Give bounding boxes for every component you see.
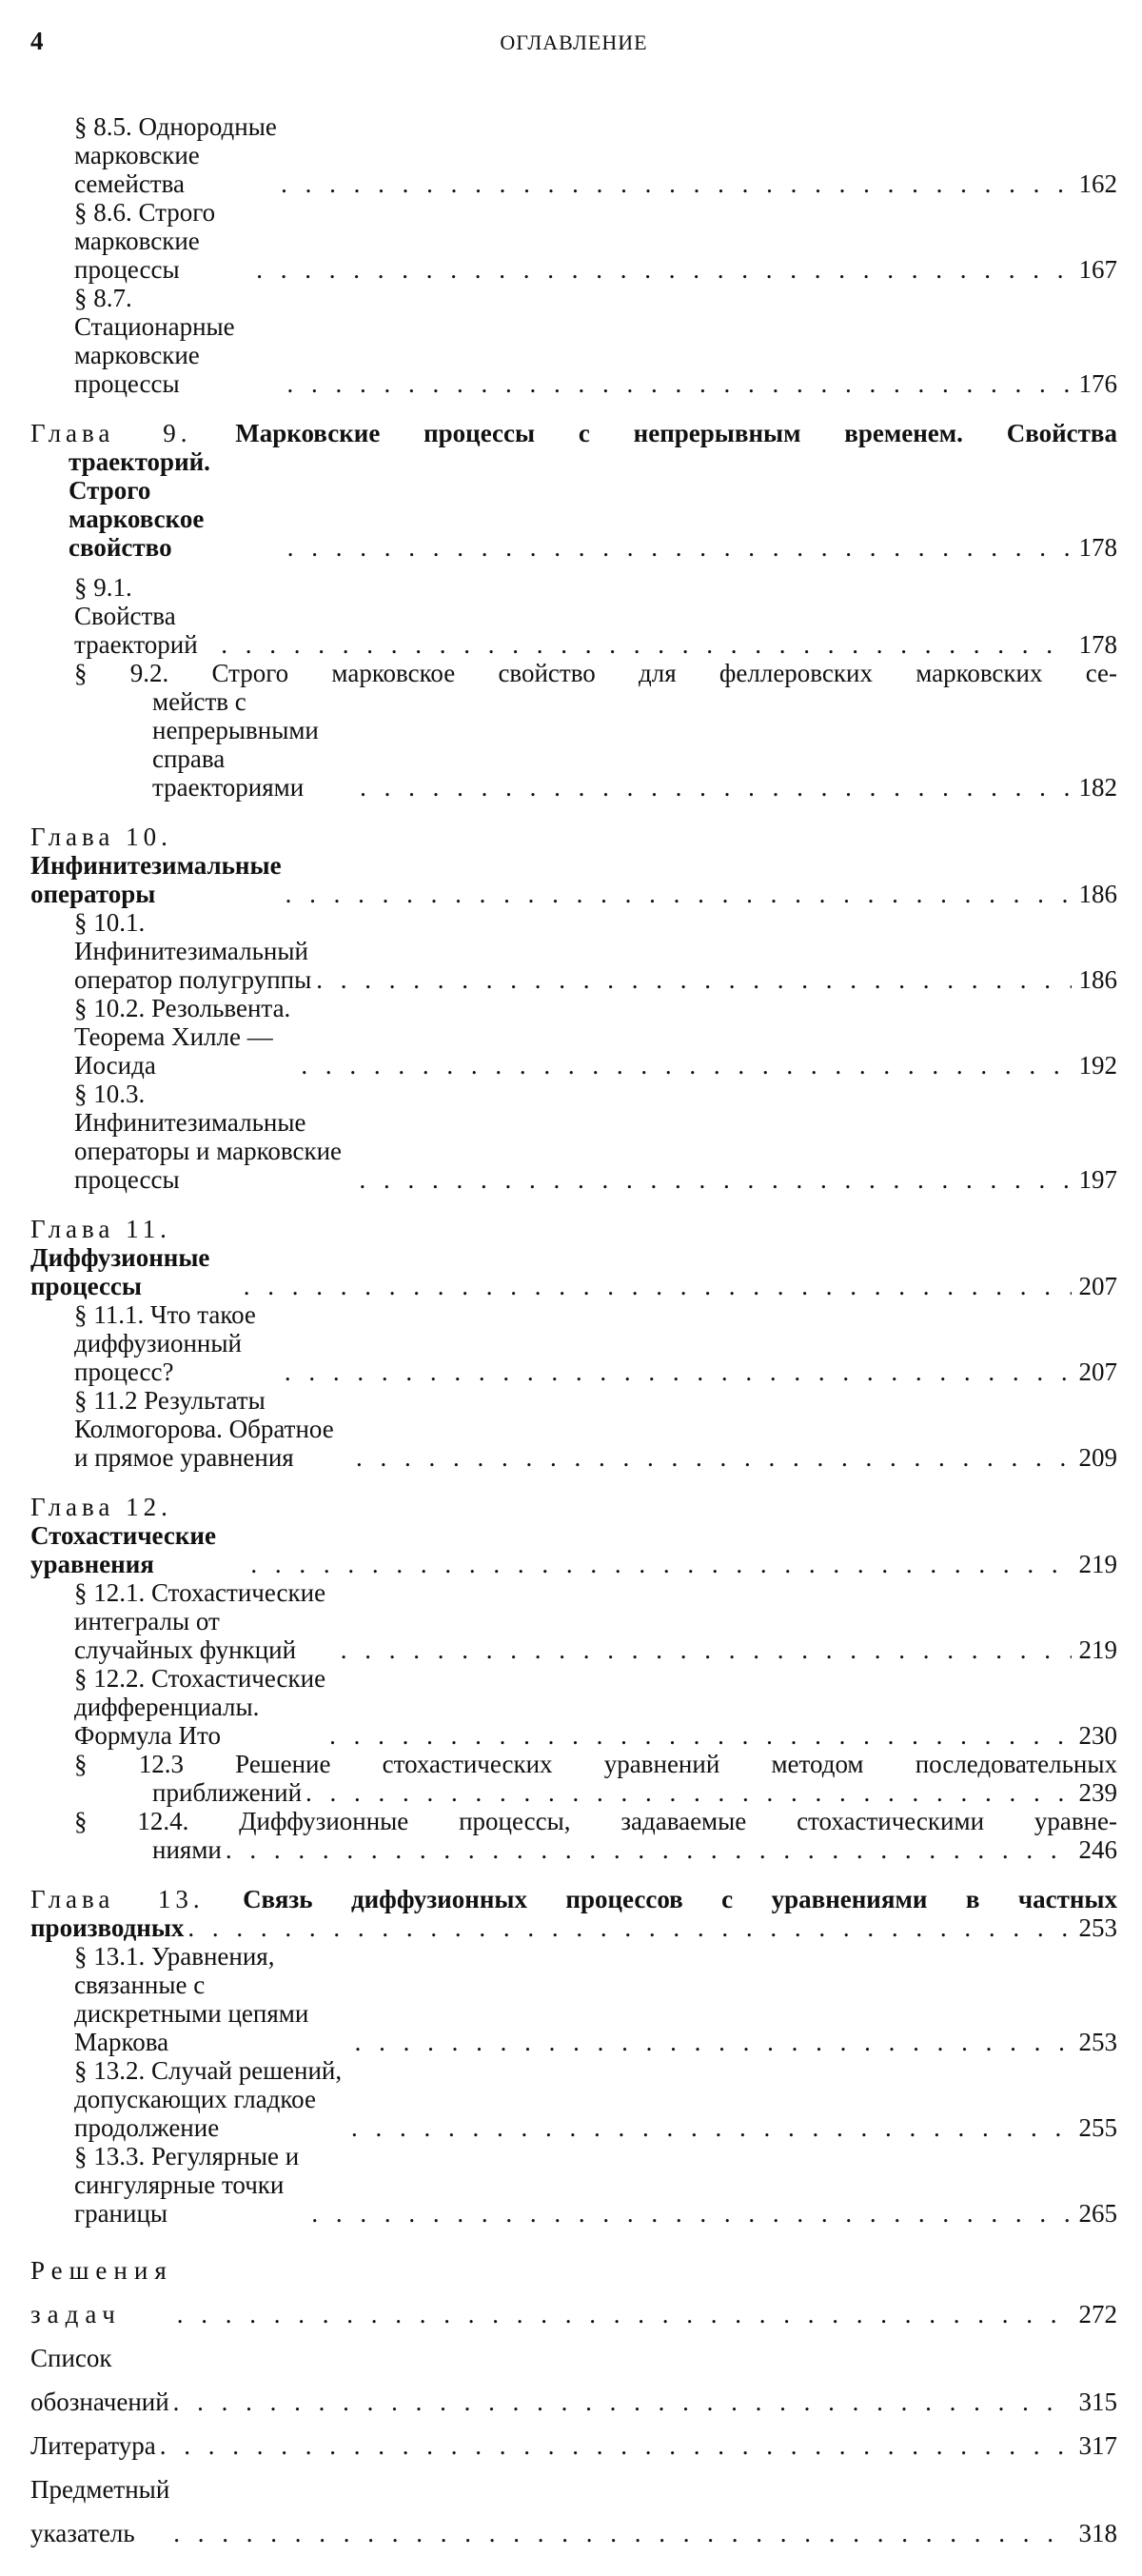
page-ref: 167 <box>1078 255 1117 284</box>
page-ref: 230 <box>1078 1721 1117 1750</box>
page-ref: 253 <box>1078 2028 1117 2056</box>
section-number: § 12.1. <box>74 1578 146 1607</box>
toc-entry-index[interactable] <box>30 2467 1117 2555</box>
entry-title: Предметный указатель <box>30 2475 170 2547</box>
leader-dots <box>226 1835 1072 1864</box>
page-ref: 219 <box>1078 1550 1117 1578</box>
page-ref: 272 <box>1078 2300 1117 2328</box>
section-number: § 13.3. <box>74 2142 146 2170</box>
section-number: § 11.1. <box>74 1300 145 1329</box>
section-number: § 13.1. <box>74 1942 146 1971</box>
leader-dots <box>160 2424 1072 2467</box>
toc-entry-12-2[interactable] <box>30 1664 1117 1750</box>
toc-entry-10-1[interactable] <box>30 908 1117 994</box>
chapter-label: Глава 10. <box>30 822 172 851</box>
section-title-line1: Диффузионные процессы, задаваемые стохастическими уравне- <box>239 1807 1117 1835</box>
page-ref: 219 <box>1078 1635 1117 1664</box>
section-title: Инфинитезимальные операторы и марковские процессы <box>74 1108 343 1194</box>
section-number: § 10.2. <box>74 994 146 1022</box>
chapter-label: Глава 12. <box>30 1493 172 1521</box>
toc-entry-8-6[interactable] <box>30 198 1117 284</box>
chapter-8-sections <box>30 112 1117 398</box>
toc-entry-10-2[interactable] <box>30 994 1117 1080</box>
leader-dots <box>286 880 1072 908</box>
section-title: Стохастические интегралы от случайных функций <box>74 1578 326 1664</box>
page-ref: 246 <box>1078 1835 1117 1864</box>
leader-dots <box>341 1635 1072 1664</box>
toc-entry-chapter-11[interactable] <box>30 1215 1117 1300</box>
page-ref: 318 <box>1078 2519 1117 2547</box>
leader-dots <box>286 369 1072 398</box>
leader-dots <box>177 2292 1072 2336</box>
chapter-title-line1: Связь диффузионных процессов с уравнениями в частных <box>243 1885 1117 1913</box>
toc-entry-literature[interactable] <box>30 2424 1117 2467</box>
section-number: § 13.2. <box>74 2056 146 2085</box>
page-ref: 197 <box>1078 1165 1117 1194</box>
leader-dots <box>356 1443 1072 1472</box>
page-number: 4 <box>30 27 44 55</box>
page-ref: 178 <box>1078 533 1117 562</box>
leader-dots <box>173 2511 1072 2555</box>
table-of-contents <box>30 112 1117 2555</box>
section-number: § 8.7. <box>74 284 132 312</box>
chapter-label: Глава 13. <box>30 1885 205 1913</box>
chapter-title: Стохастические уравнения <box>30 1521 216 1578</box>
chapter-title-line2: производных <box>30 1913 185 1942</box>
chapter-label: Глава 11. <box>30 1215 171 1243</box>
back-matter <box>30 2249 1117 2555</box>
toc-entry-chapter-10[interactable] <box>30 822 1117 908</box>
page-ref: 162 <box>1078 169 1117 198</box>
section-title: Случай решений, допускающих гладкое продолжение <box>74 2056 343 2142</box>
leader-dots <box>173 2380 1072 2424</box>
section-title-line1: Решение стохастических уравнений методом последовательных <box>235 1750 1118 1778</box>
leader-dots <box>287 533 1072 562</box>
section-number: § 11.2 <box>74 1386 138 1415</box>
running-title: ОГЛАВЛЕНИЕ <box>500 30 648 54</box>
section-title: Уравнения, связанные с дискретными цепями Маркова <box>74 1942 309 2056</box>
toc-entry-12-1[interactable] <box>30 1578 1117 1664</box>
chapter-13 <box>30 1885 1117 2228</box>
section-title-line2: мейств с непрерывными справа траекториями <box>152 687 319 802</box>
section-number: § 12.2. <box>74 1664 146 1693</box>
chapter-title-line2: траекторий. Строго марковское свойство <box>69 447 210 562</box>
page-ref: 315 <box>1078 2388 1117 2416</box>
toc-entry-13-3[interactable] <box>30 2142 1117 2228</box>
section-title-line2: ниями <box>152 1835 222 1864</box>
section-title: Резольвента. Теорема Хилле — Иосида <box>74 994 291 1080</box>
section-number: § 9.2. <box>74 659 169 687</box>
running-head <box>30 23 1117 70</box>
page-ref: 317 <box>1078 2431 1117 2460</box>
page-ref: 178 <box>1078 630 1117 659</box>
section-number: § 8.6. <box>74 198 132 227</box>
toc-entry-11-2[interactable] <box>30 1386 1117 1472</box>
page-ref: 182 <box>1078 773 1117 802</box>
toc-entry-chapter-13[interactable] <box>30 1885 1117 1942</box>
page-ref: 265 <box>1078 2199 1117 2228</box>
leader-dots <box>244 1272 1072 1300</box>
section-title: Регулярные и сингулярные точки границы <box>74 2142 300 2228</box>
leader-dots <box>285 1357 1072 1386</box>
section-title: Инфинитезимальный оператор полугруппы <box>74 937 312 994</box>
section-number: § 10.1. <box>74 908 146 937</box>
leader-dots <box>351 2113 1072 2142</box>
entry-title: Решения задач <box>30 2256 173 2328</box>
chapter-title-line1: Марковские процессы с непрерывным временем. Свойства <box>235 419 1118 447</box>
entry-title: Литература <box>30 2431 156 2460</box>
leader-dots <box>187 1913 1072 1942</box>
toc-entry-10-3[interactable] <box>30 1080 1117 1194</box>
leader-dots <box>301 1051 1072 1080</box>
toc-entry-11-1[interactable] <box>30 1300 1117 1386</box>
section-title: Стационарные марковские процессы <box>74 312 235 398</box>
section-title-line1: Строго марковское свойство для феллеровских марковских се- <box>211 659 1118 687</box>
page-ref: 255 <box>1078 2113 1117 2142</box>
section-number: § 12.4. <box>74 1807 189 1835</box>
leader-dots <box>311 2199 1072 2228</box>
entry-title: Список обозначений <box>30 2344 169 2416</box>
page-ref: 207 <box>1078 1357 1117 1386</box>
page-ref: 207 <box>1078 1272 1117 1300</box>
toc-entry-12-3[interactable] <box>30 1750 1117 1807</box>
page-ref: 209 <box>1078 1443 1117 1472</box>
leader-dots <box>305 1778 1072 1807</box>
toc-entry-notation[interactable] <box>30 2336 1117 2424</box>
leader-dots <box>281 169 1072 198</box>
section-title: Результаты Колмогорова. Обратное и прямое уравнения <box>74 1386 334 1472</box>
chapter-label: Глава 9. <box>30 419 192 447</box>
section-title: Однородные марковские семейства <box>74 112 277 198</box>
toc-entry-9-1[interactable] <box>30 573 1117 659</box>
section-number: § 12.3 <box>74 1750 184 1778</box>
page-ref: 186 <box>1078 965 1117 994</box>
toc-entry-9-2[interactable] <box>30 659 1117 802</box>
toc-page <box>30 23 1117 2576</box>
toc-entry-chapter-9[interactable] <box>30 419 1117 562</box>
toc-entry-12-4[interactable] <box>30 1807 1117 1864</box>
toc-entry-solutions[interactable] <box>30 2249 1117 2336</box>
toc-entry-13-1[interactable] <box>30 1942 1117 2056</box>
section-title-line2: приближений <box>152 1778 303 1807</box>
chapter-title: Диффузионные процессы <box>30 1243 210 1300</box>
leader-dots <box>329 1721 1072 1750</box>
section-number: § 9.1. <box>74 573 132 602</box>
section-title: Стохастические дифференциалы. Формула Ито <box>74 1664 326 1750</box>
toc-entry-8-5[interactable] <box>30 112 1117 198</box>
page-ref: 253 <box>1078 1913 1117 1942</box>
chapter-11 <box>30 1215 1117 1472</box>
toc-entry-chapter-12[interactable] <box>30 1493 1117 1578</box>
chapter-12 <box>30 1493 1117 1864</box>
section-number: § 10.3. <box>74 1080 146 1108</box>
section-title: Что такое диффузионный процесс? <box>74 1300 256 1386</box>
page-ref: 192 <box>1078 1051 1117 1080</box>
leader-dots <box>250 1550 1072 1578</box>
leader-dots <box>359 1165 1072 1194</box>
page-ref: 186 <box>1078 880 1117 908</box>
section-title: Свойства траекторий <box>74 602 198 659</box>
leader-dots <box>360 773 1072 802</box>
page-ref: 176 <box>1078 369 1117 398</box>
chapter-9 <box>30 419 1117 802</box>
section-title: Строго марковские процессы <box>74 198 216 284</box>
page-ref: 239 <box>1078 1778 1117 1807</box>
leader-dots <box>221 630 1072 659</box>
toc-entry-8-7[interactable] <box>30 284 1117 398</box>
toc-entry-13-2[interactable] <box>30 2056 1117 2142</box>
section-number: § 8.5. <box>74 112 132 141</box>
leader-dots <box>355 2028 1072 2056</box>
leader-dots <box>316 965 1072 994</box>
chapter-title: Инфинитезимальные операторы <box>30 851 282 908</box>
chapter-10 <box>30 822 1117 1194</box>
leader-dots <box>256 255 1072 284</box>
